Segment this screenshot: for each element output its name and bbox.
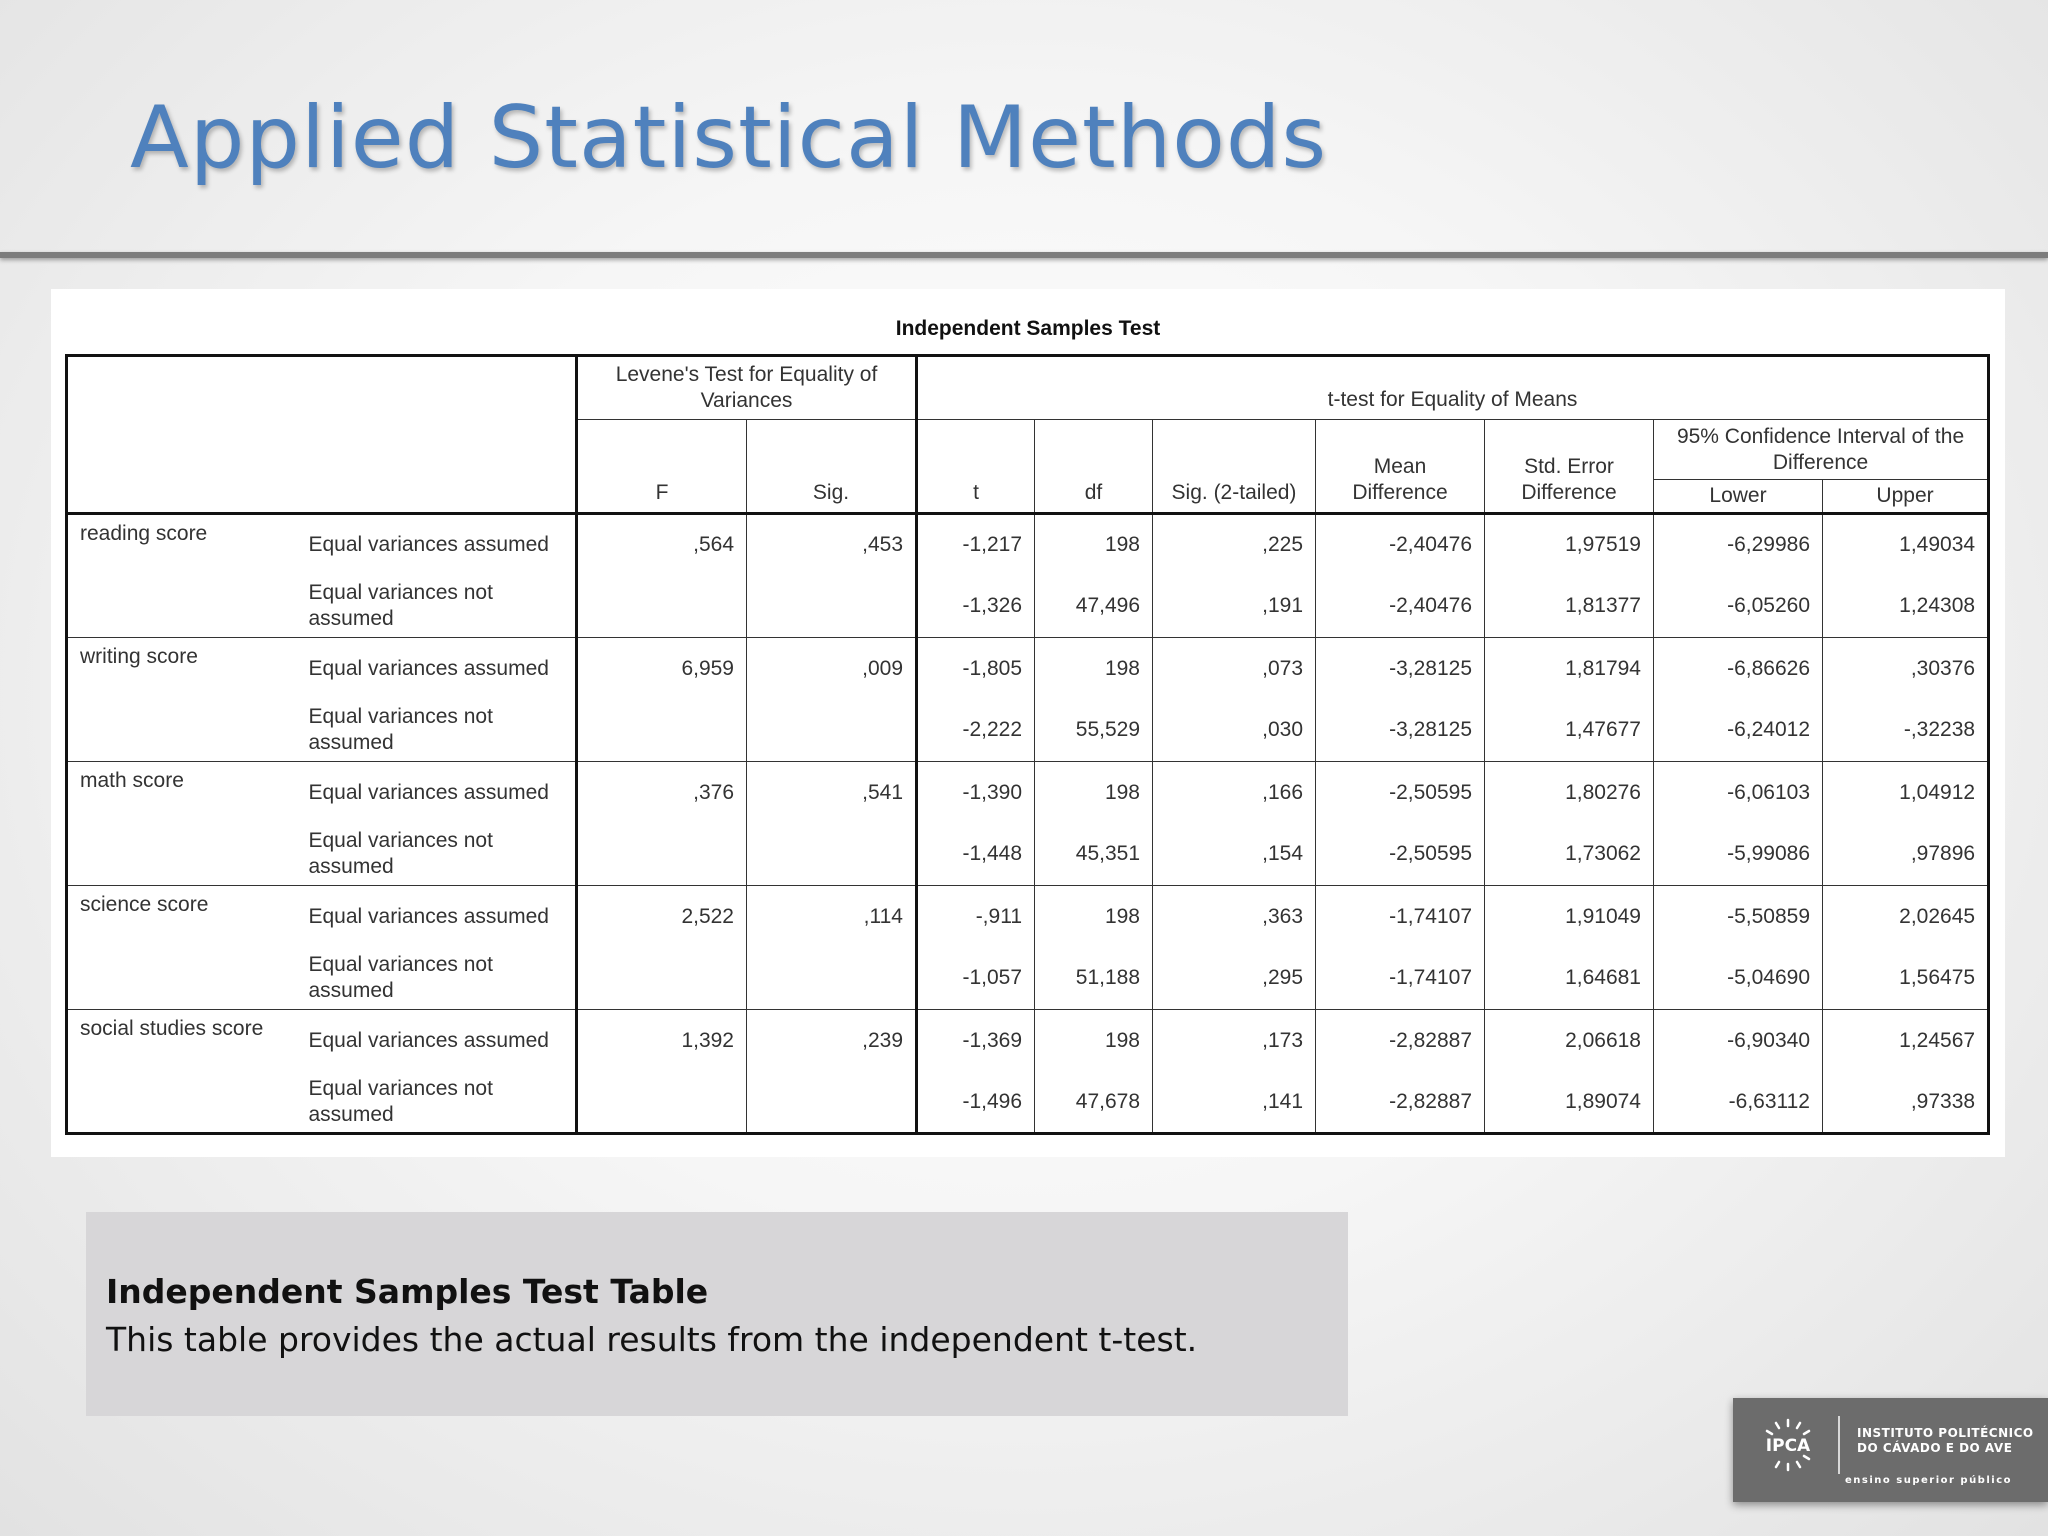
cell-sig-2-tailed: ,166 bbox=[1153, 762, 1316, 824]
cell-std-error-difference: 1,81377 bbox=[1485, 576, 1654, 638]
levene-group-header: Levene's Test for Equality of Variances bbox=[577, 356, 917, 420]
cell-lower: -6,06103 bbox=[1654, 762, 1823, 824]
col-header-mean-difference: Mean Difference bbox=[1316, 420, 1485, 514]
cell-sig-2-tailed: ,191 bbox=[1153, 576, 1316, 638]
cell-sig bbox=[747, 576, 917, 638]
cell-mean-difference: -3,28125 bbox=[1316, 638, 1485, 700]
cell-sig-2-tailed: ,073 bbox=[1153, 638, 1316, 700]
info-text: This table provides the actual results from the independent t-test. bbox=[106, 1320, 1198, 1359]
cell-upper: ,97896 bbox=[1823, 824, 1989, 886]
cell-t: -1,326 bbox=[917, 576, 1035, 638]
cell-lower: -6,63112 bbox=[1654, 1072, 1823, 1134]
cell-upper: 1,24308 bbox=[1823, 576, 1989, 638]
cell-t: -1,390 bbox=[917, 762, 1035, 824]
cell-df: 198 bbox=[1035, 762, 1153, 824]
cell-f bbox=[577, 824, 747, 886]
cell-sig bbox=[747, 700, 917, 762]
variable-name: reading score bbox=[67, 514, 297, 638]
equal-variances-not-assumed-label: Equal variances not assumed bbox=[308, 953, 493, 1003]
cell-df: 47,496 bbox=[1035, 576, 1153, 638]
cell-mean-difference: -1,74107 bbox=[1316, 886, 1485, 948]
cell-t: -2,222 bbox=[917, 700, 1035, 762]
header-corner bbox=[67, 356, 577, 514]
cell-std-error-difference: 2,06618 bbox=[1485, 1010, 1654, 1072]
table-row bbox=[67, 700, 1989, 762]
cell-t: -,911 bbox=[917, 886, 1035, 948]
ipca-logo bbox=[1733, 1398, 2048, 1502]
cell-f: 2,522 bbox=[577, 886, 747, 948]
cell-sig-2-tailed: ,173 bbox=[1153, 1010, 1316, 1072]
cell-sig-2-tailed: ,154 bbox=[1153, 824, 1316, 886]
variable-name: science score bbox=[67, 886, 297, 1010]
cell-t: -1,496 bbox=[917, 1072, 1035, 1134]
info-heading: Independent Samples Test Table bbox=[106, 1272, 709, 1311]
table-caption: Independent Samples Test bbox=[895, 317, 1161, 340]
table-row bbox=[67, 948, 1989, 1010]
cell-t: -1,369 bbox=[917, 1010, 1035, 1072]
cell-mean-difference: -2,82887 bbox=[1316, 1010, 1485, 1072]
cell-df: 47,678 bbox=[1035, 1072, 1153, 1134]
table-row bbox=[67, 514, 1989, 576]
cell-df: 198 bbox=[1035, 886, 1153, 948]
table-row bbox=[67, 1072, 1989, 1134]
logo-name-line1: INSTITUTO POLITÉCNICO bbox=[1857, 1426, 2034, 1440]
col-header-t: t bbox=[917, 420, 1035, 514]
table-row bbox=[67, 1010, 1989, 1072]
table-row bbox=[67, 824, 1989, 886]
cell-f: ,376 bbox=[577, 762, 747, 824]
cell-lower: -6,86626 bbox=[1654, 638, 1823, 700]
col-header-sig-2-tailed: Sig. (2-tailed) bbox=[1153, 420, 1316, 514]
cell-sig bbox=[747, 824, 917, 886]
cell-upper: 1,24567 bbox=[1823, 1010, 1989, 1072]
ipca-logo-icon bbox=[1753, 1416, 1823, 1474]
variable-name: math score bbox=[67, 762, 297, 886]
cell-f bbox=[577, 1072, 747, 1134]
cell-std-error-difference: 1,89074 bbox=[1485, 1072, 1654, 1134]
cell-df: 45,351 bbox=[1035, 824, 1153, 886]
equal-variances-not-assumed-label: Equal variances not assumed bbox=[308, 705, 493, 755]
equal-variances-assumed-label: Equal variances assumed bbox=[297, 886, 577, 948]
table-row bbox=[67, 576, 1989, 638]
cell-f bbox=[577, 576, 747, 638]
cell-lower: -6,24012 bbox=[1654, 700, 1823, 762]
cell-upper: -,32238 bbox=[1823, 700, 1989, 762]
cell-f: 1,392 bbox=[577, 1010, 747, 1072]
title-divider bbox=[0, 252, 2048, 258]
cell-std-error-difference: 1,91049 bbox=[1485, 886, 1654, 948]
cell-sig-2-tailed: ,363 bbox=[1153, 886, 1316, 948]
table-panel bbox=[51, 289, 2005, 1157]
equal-variances-assumed-label: Equal variances assumed bbox=[297, 514, 577, 576]
equal-variances-not-assumed-label: Equal variances not assumed bbox=[308, 1076, 493, 1126]
cell-std-error-difference: 1,97519 bbox=[1485, 514, 1654, 576]
col-header-upper: Upper bbox=[1823, 480, 1989, 514]
equal-variances-not-assumed-label: Equal variances not assumed bbox=[308, 581, 493, 631]
table-row bbox=[67, 886, 1989, 948]
cell-lower: -6,90340 bbox=[1654, 1010, 1823, 1072]
cell-std-error-difference: 1,64681 bbox=[1485, 948, 1654, 1010]
cell-sig-2-tailed: ,295 bbox=[1153, 948, 1316, 1010]
logo-separator bbox=[1838, 1416, 1840, 1474]
cell-upper: 1,04912 bbox=[1823, 762, 1989, 824]
ipca-mark-text: IPCA bbox=[1765, 1436, 1811, 1456]
cell-sig: ,114 bbox=[747, 886, 917, 948]
cell-sig bbox=[747, 948, 917, 1010]
variable-name: writing score bbox=[67, 638, 297, 762]
cell-sig: ,541 bbox=[747, 762, 917, 824]
cell-lower: -5,50859 bbox=[1654, 886, 1823, 948]
table-row bbox=[67, 762, 1989, 824]
cell-mean-difference: -1,74107 bbox=[1316, 948, 1485, 1010]
cell-lower: -5,99086 bbox=[1654, 824, 1823, 886]
cell-mean-difference: -2,40476 bbox=[1316, 576, 1485, 638]
cell-upper: 2,02645 bbox=[1823, 886, 1989, 948]
cell-t: -1,217 bbox=[917, 514, 1035, 576]
cell-std-error-difference: 1,73062 bbox=[1485, 824, 1654, 886]
cell-df: 51,188 bbox=[1035, 948, 1153, 1010]
cell-sig-2-tailed: ,141 bbox=[1153, 1072, 1316, 1134]
cell-std-error-difference: 1,81794 bbox=[1485, 638, 1654, 700]
cell-df: 198 bbox=[1035, 514, 1153, 576]
cell-sig-2-tailed: ,030 bbox=[1153, 700, 1316, 762]
col-header-f: F bbox=[577, 420, 747, 514]
variable-name: social studies score bbox=[67, 1010, 297, 1134]
cell-mean-difference: -2,50595 bbox=[1316, 824, 1485, 886]
equal-variances-assumed-label: Equal variances assumed bbox=[297, 638, 577, 700]
col-header-sig: Sig. bbox=[747, 420, 917, 514]
cell-df: 55,529 bbox=[1035, 700, 1153, 762]
cell-t: -1,448 bbox=[917, 824, 1035, 886]
cell-mean-difference: -3,28125 bbox=[1316, 700, 1485, 762]
cell-sig: ,239 bbox=[747, 1010, 917, 1072]
cell-mean-difference: -2,50595 bbox=[1316, 762, 1485, 824]
cell-sig: ,009 bbox=[747, 638, 917, 700]
cell-f: ,564 bbox=[577, 514, 747, 576]
cell-df: 198 bbox=[1035, 1010, 1153, 1072]
cell-df: 198 bbox=[1035, 638, 1153, 700]
cell-upper: 1,56475 bbox=[1823, 948, 1989, 1010]
info-box bbox=[86, 1212, 1348, 1416]
cell-f: 6,959 bbox=[577, 638, 747, 700]
independent-samples-test-table bbox=[65, 354, 1990, 1135]
cell-lower: -6,05260 bbox=[1654, 576, 1823, 638]
ttest-group-header: t-test for Equality of Means bbox=[917, 356, 1989, 420]
cell-upper: 1,49034 bbox=[1823, 514, 1989, 576]
cell-std-error-difference: 1,47677 bbox=[1485, 700, 1654, 762]
logo-institution-name bbox=[1857, 1426, 2034, 1456]
cell-f bbox=[577, 948, 747, 1010]
equal-variances-assumed-label: Equal variances assumed bbox=[297, 762, 577, 824]
cell-std-error-difference: 1,80276 bbox=[1485, 762, 1654, 824]
logo-name-line2: DO CÁVADO E DO AVE bbox=[1857, 1441, 2013, 1455]
table-row bbox=[67, 638, 1989, 700]
logo-tagline: ensino superior público bbox=[1845, 1475, 2012, 1486]
ci-group-header: 95% Confidence Interval of the Difference bbox=[1654, 420, 1989, 480]
cell-lower: -5,04690 bbox=[1654, 948, 1823, 1010]
cell-mean-difference: -2,82887 bbox=[1316, 1072, 1485, 1134]
col-header-std-error-difference: Std. Error Difference bbox=[1485, 420, 1654, 514]
equal-variances-assumed-label: Equal variances assumed bbox=[297, 1010, 577, 1072]
cell-sig: ,453 bbox=[747, 514, 917, 576]
cell-t: -1,057 bbox=[917, 948, 1035, 1010]
cell-upper: ,97338 bbox=[1823, 1072, 1989, 1134]
cell-t: -1,805 bbox=[917, 638, 1035, 700]
col-header-df: df bbox=[1035, 420, 1153, 514]
col-header-lower: Lower bbox=[1654, 480, 1823, 514]
cell-lower: -6,29986 bbox=[1654, 514, 1823, 576]
slide-title: Applied Statistical Methods bbox=[130, 88, 1328, 188]
cell-mean-difference: -2,40476 bbox=[1316, 514, 1485, 576]
cell-sig bbox=[747, 1072, 917, 1134]
cell-f bbox=[577, 700, 747, 762]
cell-sig-2-tailed: ,225 bbox=[1153, 514, 1316, 576]
equal-variances-not-assumed-label: Equal variances not assumed bbox=[308, 829, 493, 879]
cell-upper: ,30376 bbox=[1823, 638, 1989, 700]
